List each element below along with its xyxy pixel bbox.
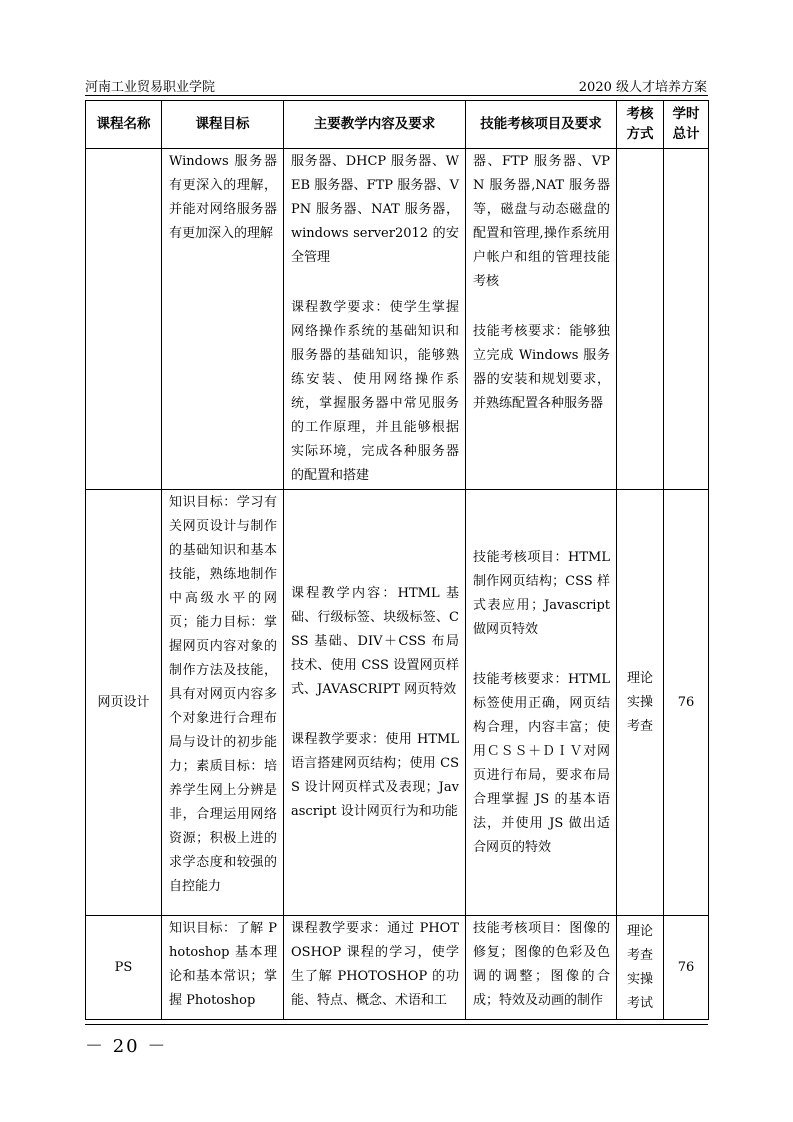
skill-paragraph: 器、FTP 服务器、VPN 服务器,NAT 服务器等，磁盘与动态磁盘的配置和管理,操作系统用户帐户和组的管理技能考核 — [473, 154, 610, 289]
col-header-course-name: 课程名称 — [86, 101, 162, 149]
main-content-cell — [284, 149, 466, 490]
course-goal-cell — [162, 490, 284, 916]
table-row — [86, 149, 709, 490]
method-item: 理论 — [626, 923, 653, 939]
content-paragraph: 课程教学要求：使学生掌握网络操作系统的基础知识和服务器的基础知识，能够熟练安装、使用网络操作系统，掌握服务器中常见服务的工作原理，并且能够根据实际环境，完成各种服务器的配置和搭建 — [291, 300, 459, 483]
skill-assessment-cell — [466, 916, 617, 1020]
course-name-cell: PS — [86, 916, 162, 1020]
course-goal-cell — [162, 149, 284, 490]
main-content-cell — [284, 490, 466, 916]
assessment-method-cell — [617, 490, 664, 916]
goal-text: Windows 服务器有更深入的理解，并能对网络服务器有更加深入的理解 — [169, 154, 277, 241]
course-goal-cell — [162, 916, 284, 1020]
skill-paragraph: 技能考核项目：图像的修复；图像的色彩及色调的调整；图像的合成；特效及动画的制作 — [473, 921, 610, 1008]
method-item: 考查 — [626, 947, 653, 963]
col-header-total-hours: 学时总计 — [664, 101, 709, 149]
page-number: － 20 － — [85, 1036, 168, 1057]
method-item: 实操 — [626, 694, 653, 710]
skill-paragraph: 技能考核要求：HTML 标签使用正确，网页结构合理，内容丰富；使用ＣＳＳ＋ＤＩＶ对网页进行布局，要求布局合理掌握 JS 的基本语法，并使用 JS 做出适合网页的特效 — [473, 671, 610, 855]
total-hours-cell: 76 — [664, 916, 709, 1020]
header-school-name: 河南工业贸易职业学院 — [85, 80, 216, 95]
method-item: 考试 — [626, 995, 653, 1011]
skill-paragraph: 技能考核要求：能够独立完成 Windows 服务器的安装和规划要求，并熟练配置各种服务器 — [473, 324, 610, 411]
method-item: 实操 — [626, 971, 653, 987]
total-hours-cell — [664, 149, 709, 490]
header-rule — [85, 95, 708, 96]
skill-assessment-cell — [466, 149, 617, 490]
assessment-method-cell — [617, 916, 664, 1020]
course-table — [85, 100, 709, 1020]
course-name-cell: 网页设计 — [86, 490, 162, 916]
goal-text: 知识目标：学习有关网页设计与制作的基础知识和基本技能，熟练地制作中高级水平的网页；能力目标：掌握网页内容对象的制作方法及技能，具有对网页内容多个对象进行合理布局与设计的初步能力；素质目标：培养学生网上分辨是非，合理运用网络资源；积极上进的求学态度和较强的自控能力 — [169, 495, 277, 894]
col-header-assessment-method: 考核方式 — [617, 101, 664, 149]
main-content-cell — [284, 916, 466, 1020]
assessment-method-cell — [617, 149, 664, 490]
table-row — [86, 490, 709, 916]
content-paragraph: 课程教学要求：通过 PHOTOSHOP 课程的学习，使学生了解 PHOTOSHOP 的功能、特点、概念、术语和工 — [291, 921, 459, 1008]
goal-text: 知识目标：了解 Photoshop 基本理论和基本常识；掌握 Photoshop — [169, 921, 277, 1008]
total-hours-cell: 76 — [664, 490, 709, 916]
header-program-title: 2020 级人才培养方案 — [578, 80, 707, 95]
table-header-row — [86, 101, 709, 149]
table-row — [86, 916, 709, 1020]
col-header-course-goal: 课程目标 — [162, 101, 284, 149]
skill-paragraph: 技能考核项目：HTML 制作网页结构；CSS 样式表应用；Javascript 做网页特效 — [473, 549, 610, 637]
content-paragraph: 服务器、DHCP 服务器、WEB 服务器、FTP 服务器、VPN 服务器、NAT 服务器，windows server2012 的安全管理 — [291, 154, 459, 265]
content-paragraph: 课程教学内容：HTML 基础、行级标签、块级标签、CSS 基础、DIV＋CSS 布局技术、使用 CSS 设置网页样式、JAVASCRIPT 网页特效 — [291, 585, 459, 697]
method-item: 理论 — [626, 670, 653, 686]
col-header-skill-assessment: 技能考核项目及要求 — [466, 101, 617, 149]
skill-assessment-cell — [466, 490, 617, 916]
method-item: 考查 — [626, 718, 653, 734]
content-paragraph: 课程教学要求：使用 HTML 语言搭建网页结构；使用 CSS 设计网页样式及表现；Javascript 设计网页行为和功能 — [291, 731, 459, 819]
col-header-main-content: 主要教学内容及要求 — [284, 101, 466, 149]
footer-rule — [85, 1024, 708, 1025]
course-name-cell — [86, 149, 162, 490]
